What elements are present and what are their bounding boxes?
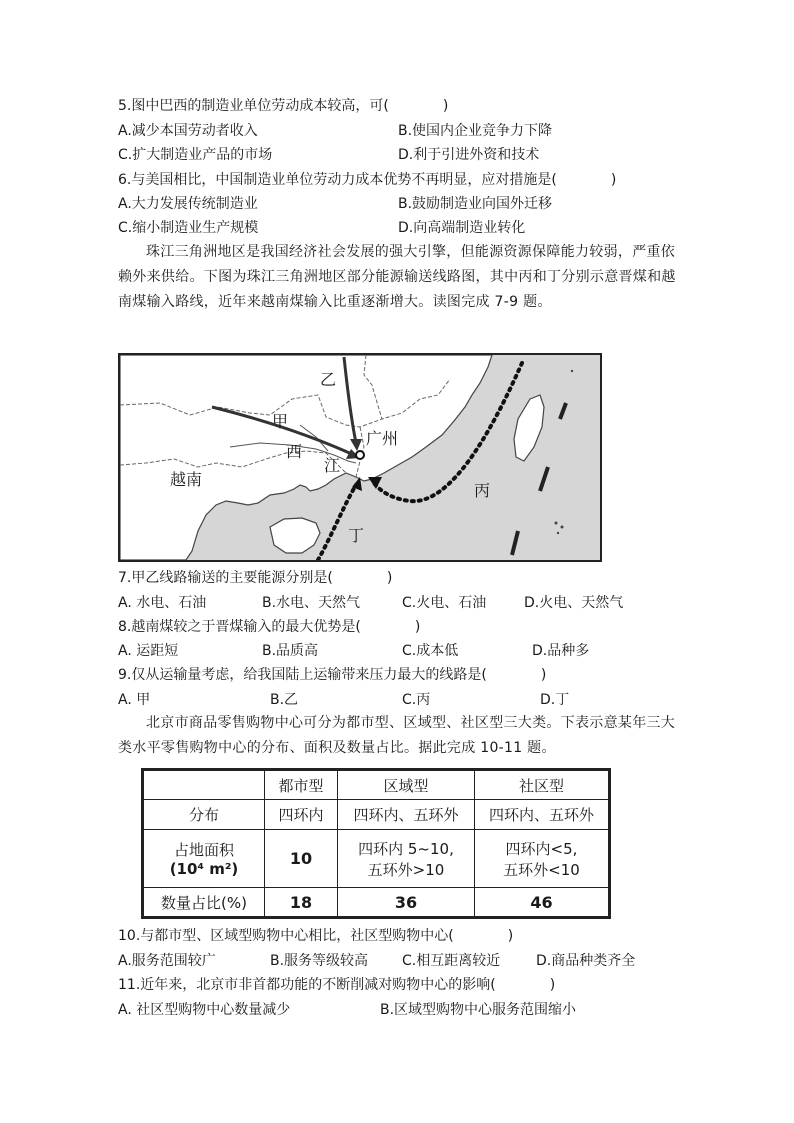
table-header-urban: 都市型	[265, 770, 338, 800]
question-6-option-c: C.缩小制造业生产规模	[118, 220, 259, 236]
question-7-stem: 7.甲乙线路输送的主要能源分别是( )	[118, 570, 393, 586]
energy-routes-map	[118, 353, 602, 562]
table-header-regional: 区域型	[338, 770, 475, 800]
map-label-vietnam: 越南	[170, 470, 203, 489]
question-8-option-a: A. 运距短	[118, 643, 179, 659]
question-7-option-d: D.火电、天然气	[524, 595, 624, 611]
shopping-center-table	[141, 768, 611, 919]
question-9-stem: 9.仅从运输量考虑，给我国陆上运输带来压力最大的线路是( )	[118, 667, 547, 683]
passage-beijing-shopping: 北京市商品零售购物中心可分为都市型、区域型、社区型三大类。下表示意某年三大类水平零售购物中心的分布、面积及数量占比。据此完成 10-11 题。	[118, 715, 676, 756]
question-7-option-b: B.水电、天然气	[262, 595, 361, 611]
question-10-option-d: D.商品种类齐全	[536, 953, 636, 969]
map-label-xi: 西	[286, 442, 303, 461]
table-cell: 36	[338, 888, 475, 918]
map-label-ding: 丁	[348, 526, 365, 545]
question-10-option-b: B.服务等级较高	[270, 953, 369, 969]
question-11-option-b: B.区域型购物中心服务范围缩小	[380, 1002, 577, 1018]
question-6-option-b: B.鼓励制造业向国外迁移	[398, 196, 553, 212]
map-label-guangzhou: 广州	[366, 429, 399, 448]
table-cell: 四环内、五环外	[475, 800, 610, 830]
table-cell: 10	[265, 830, 338, 888]
table-header-row	[143, 770, 610, 800]
question-8-option-c: C.成本低	[402, 643, 459, 659]
table-header-community: 社区型	[475, 770, 610, 800]
question-10-option-c: C.相互距离较近	[402, 953, 501, 969]
table-row	[143, 800, 610, 830]
map-label-bing: 丙	[474, 481, 491, 500]
map-label-yi: 乙	[320, 370, 337, 389]
table-row-label: 分布	[143, 800, 265, 830]
table-cell: 四环内、五环外	[338, 800, 475, 830]
question-5-option-b: B.使国内企业竞争力下降	[398, 123, 553, 139]
question-10-option-a: A.服务范围较广	[118, 953, 216, 969]
question-9-option-a: A. 甲	[118, 692, 151, 708]
question-9-option-c: C.丙	[402, 692, 431, 708]
question-7-option-c: C.火电、石油	[402, 595, 487, 611]
table-row-label: 占地面积 (10⁴ m²)	[143, 830, 265, 888]
question-11-stem: 11.近年来，北京市非首都功能的不断削减对购物中心的影响( )	[118, 977, 556, 993]
table-row	[143, 888, 610, 918]
question-5-option-a: A.减少本国劳动者收入	[118, 123, 258, 139]
table-header-blank	[143, 770, 265, 800]
table-row	[143, 830, 610, 888]
table-cell: 四环内 5~10, 五环外>10	[338, 830, 475, 888]
question-7-option-a: A. 水电、石油	[118, 595, 207, 611]
table-cell: 四环内<5, 五环外<10	[475, 830, 610, 888]
question-9-option-b: B.乙	[270, 692, 299, 708]
question-8-option-d: D.品种多	[532, 643, 590, 659]
table-cell: 四环内	[265, 800, 338, 830]
guangzhou-marker	[356, 451, 364, 459]
question-6-stem: 6.与美国相比，中国制造业单位劳动力成本优势不再明显，应对措施是( )	[118, 172, 617, 188]
question-10-stem: 10.与都市型、区域型购物中心相比，社区型购物中心( )	[118, 928, 514, 944]
question-9-option-d: D.丁	[540, 692, 570, 708]
table-row-label: 数量占比(%)	[143, 888, 265, 918]
question-5-option-c: C.扩大制造业产品的市场	[118, 147, 273, 163]
question-8-stem: 8.越南煤较之于晋煤输入的最大优势是( )	[118, 619, 421, 635]
question-5-option-d: D.利于引进外资和技术	[398, 147, 540, 163]
map-label-jiang: 江	[324, 456, 341, 475]
passage-pearl-river-delta: 珠江三角洲地区是我国经济社会发展的强大引擎，但能源资源保障能力较弱，严重依赖外来供给。下图为珠江三角洲地区部分能源输送线路图，其中丙和丁分别示意晋煤和越南煤输入路线，近年来越南煤输入比重逐渐增大。读图完成 7-9 题。	[118, 244, 676, 310]
table-cell: 18	[265, 888, 338, 918]
table-cell: 46	[475, 888, 610, 918]
question-11-option-a: A. 社区型购物中心数量减少	[118, 1002, 291, 1018]
map-label-jia: 甲	[272, 412, 289, 431]
question-6-option-d: D.向高端制造业转化	[398, 220, 526, 236]
question-5-stem: 5.图中巴西的制造业单位劳动成本较高，可( )	[118, 98, 449, 114]
question-8-option-b: B.品质高	[262, 643, 319, 659]
question-6-option-a: A.大力发展传统制造业	[118, 196, 258, 212]
